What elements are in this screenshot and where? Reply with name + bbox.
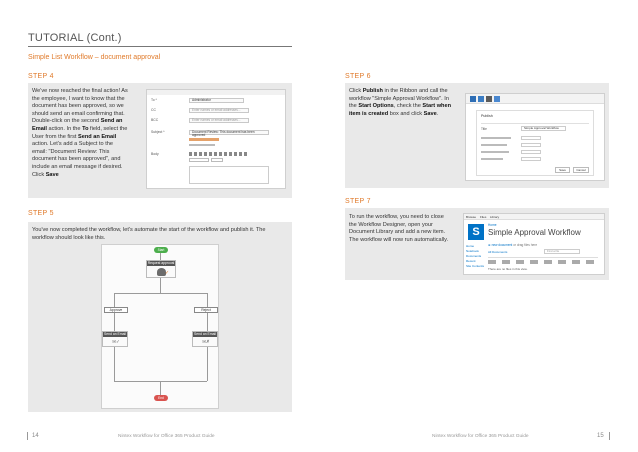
- save-button[interactable]: Save: [555, 167, 570, 173]
- ribbon: [466, 94, 604, 104]
- site-title: Simple Approval Workflow: [488, 228, 581, 237]
- email-icon-left: ✉✓: [112, 339, 120, 344]
- bcc-row: BCC Enter names or email addresses...: [151, 118, 281, 124]
- step6-screenshot: [465, 93, 605, 181]
- insert-reference-link[interactable]: [189, 138, 219, 141]
- footer-left-text: Nintex Workflow for Office 365 Product Guide: [118, 434, 215, 439]
- publish-dialog: Publish Title Simple Approval Workflow Save Cancel: [476, 110, 594, 176]
- send-email-action-left[interactable]: Send an Email ✉✓: [102, 331, 128, 347]
- step4-text: We've now reached the final action! As the employee, I want to know that the document has been approved, so we should send an email confirming that. Double-click on the second Send an Email action. In the To field, select the User from the first Send an Email action. Let's add a Subject to the email: "Document Review: This document has been approved", and include an email message if desired. Click Save: [32, 88, 128, 178]
- step5-heading: STEP 5: [28, 210, 54, 217]
- body-toolbar[interactable]: [189, 152, 249, 156]
- step6-text: Click Publish in the Ribbon and call the workflow "Simple Approval Workflow". In the Start Options, check the Start when item is created box and click Save.: [349, 88, 451, 117]
- approve-branch-label[interactable]: Approve: [104, 307, 128, 313]
- close-icon[interactable]: [486, 96, 492, 102]
- step4-panel: [28, 83, 292, 198]
- step6-heading: STEP 6: [345, 73, 371, 80]
- cc-row: CC Enter names or email addresses...: [151, 108, 281, 114]
- option-field-2[interactable]: [521, 143, 541, 147]
- step5-text: You've now completed the workflow, let's automate the start of the workflow and publish it. The workflow should look like this.: [32, 227, 266, 241]
- page-subtitle: Simple List Workflow – document approval: [28, 54, 161, 61]
- cc-field[interactable]: Enter names or email addresses...: [189, 108, 249, 113]
- settings-icon[interactable]: [494, 96, 500, 102]
- left-nav: [466, 244, 486, 269]
- nav-notebook[interactable]: Notebook: [466, 249, 479, 253]
- option-field-4[interactable]: [521, 157, 541, 161]
- footer-tick-left: [27, 432, 28, 440]
- email-icon-right: ✉✗: [202, 339, 210, 344]
- body-editor[interactable]: [189, 166, 269, 184]
- step7-panel: [345, 208, 609, 280]
- body-row: Body: [151, 152, 281, 158]
- sharepoint-logo-icon: S: [468, 224, 484, 240]
- request-approval-action[interactable]: Request approval ✓: [147, 261, 175, 276]
- step4-screenshot: [146, 89, 286, 189]
- empty-view-message: There are no files in this view.: [488, 267, 528, 271]
- footer-right-text: Nintex Workflow for Office 365 Product Guide: [432, 434, 529, 439]
- nav-documents[interactable]: Documents: [466, 254, 482, 258]
- title-divider: [28, 46, 292, 47]
- view-all-documents[interactable]: All Documents: [488, 250, 508, 254]
- subject-field[interactable]: Document Review: This document has been approved: [189, 130, 269, 135]
- end-node[interactable]: End: [154, 395, 168, 401]
- approval-check-icon: ✓: [165, 270, 170, 276]
- footer-tick-right: [609, 432, 610, 440]
- publish-icon[interactable]: [470, 96, 476, 102]
- send-email-action-right[interactable]: Send an Email ✉✗: [192, 331, 218, 347]
- nav-recent[interactable]: Recent: [466, 259, 476, 263]
- start-when-created-checkbox[interactable]: [521, 150, 541, 154]
- nav-home[interactable]: Home: [466, 244, 475, 248]
- tab-browse[interactable]: Browse: [466, 215, 477, 219]
- to-field[interactable]: Administrator: [189, 98, 244, 103]
- page-number-right: 15: [597, 433, 604, 439]
- tab-files[interactable]: Files: [480, 215, 487, 219]
- tab-library[interactable]: Library: [490, 215, 500, 219]
- reject-branch-label[interactable]: Reject: [194, 307, 218, 313]
- save-icon[interactable]: [478, 96, 484, 102]
- page-number-left: 14: [32, 433, 39, 439]
- column-headers: [488, 260, 598, 264]
- step4-heading: STEP 4: [28, 73, 54, 80]
- breadcrumb[interactable]: Home: [488, 223, 497, 227]
- find-file-input[interactable]: Find a file: [544, 249, 580, 254]
- step6-panel: [345, 83, 609, 188]
- step7-text: To run the workflow, you need to close the Workflow Designer, open your Document Library and add a new item. The workflow will now run automatically.: [349, 214, 449, 243]
- ribbon-tabs: [464, 214, 604, 220]
- subject-row: Subject * Document Review: This document has been approved: [151, 130, 281, 136]
- cancel-button[interactable]: Cancel: [573, 167, 589, 173]
- step7-screenshot: [463, 213, 605, 275]
- workflow-title-field[interactable]: Simple Approval Workflow: [521, 126, 566, 131]
- nav-site-contents[interactable]: Site Contents: [466, 264, 485, 268]
- bcc-field[interactable]: Enter names or email addresses...: [189, 118, 249, 123]
- workflow-diagram: [101, 244, 219, 409]
- step5-panel: [28, 222, 292, 412]
- page-title: TUTORIAL (Cont.): [28, 32, 122, 44]
- step7-heading: STEP 7: [345, 198, 371, 205]
- to-row: To * Administrator: [151, 98, 281, 104]
- start-node[interactable]: Start: [154, 247, 168, 253]
- new-document-link[interactable]: ⊕ new document or drag files here: [488, 243, 538, 247]
- option-field-1[interactable]: [521, 136, 541, 140]
